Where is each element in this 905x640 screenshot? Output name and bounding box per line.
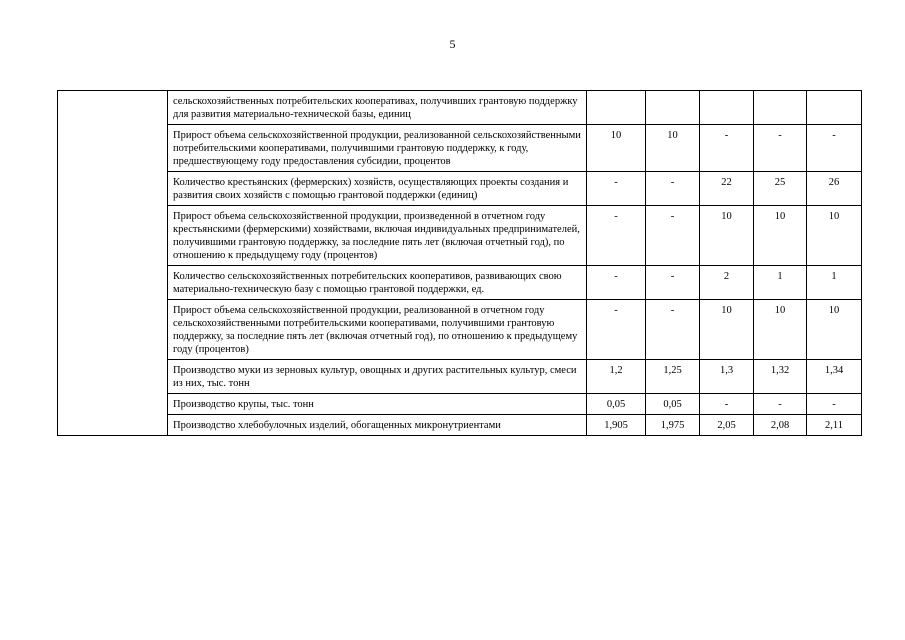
indicator-value: - bbox=[700, 125, 754, 172]
indicator-value: 26 bbox=[807, 172, 862, 206]
indicator-value: 25 bbox=[754, 172, 807, 206]
section-cell bbox=[58, 91, 168, 436]
indicator-value: 1 bbox=[807, 266, 862, 300]
indicator-value: - bbox=[700, 394, 754, 415]
indicator-value: 1,905 bbox=[587, 415, 646, 436]
indicator-description: сельскохозяйственных потребительских кооперативах, получивших грантовую поддержку для развития материально-технической базы, единиц bbox=[168, 91, 587, 125]
indicator-value: 1,32 bbox=[754, 360, 807, 394]
indicator-value: 10 bbox=[754, 300, 807, 360]
indicator-value: - bbox=[587, 172, 646, 206]
indicator-value bbox=[754, 91, 807, 125]
indicator-value: 1,975 bbox=[646, 415, 700, 436]
table-row bbox=[58, 206, 862, 266]
indicator-value: 22 bbox=[700, 172, 754, 206]
indicator-description: Количество сельскохозяйственных потребительских кооперативов, развивающих свою материально-техническую базу с помощью грантовой поддержки, ед. bbox=[168, 266, 587, 300]
indicator-value: 1,3 bbox=[700, 360, 754, 394]
table-row bbox=[58, 415, 862, 436]
indicator-value: 10 bbox=[646, 125, 700, 172]
indicator-value: 2,08 bbox=[754, 415, 807, 436]
indicator-value: - bbox=[646, 206, 700, 266]
table-row bbox=[58, 172, 862, 206]
indicator-value: - bbox=[807, 394, 862, 415]
table-row bbox=[58, 300, 862, 360]
indicator-value: 10 bbox=[587, 125, 646, 172]
indicator-description: Прирост объема сельскохозяйственной продукции, реализованной сельскохозяйственными потребительскими кооперативами, получившими грантовую поддержку, к году, предшествующему году предоставления субсидии, процентов bbox=[168, 125, 587, 172]
indicator-value: 2 bbox=[700, 266, 754, 300]
indicator-value: 10 bbox=[754, 206, 807, 266]
indicator-value bbox=[646, 91, 700, 125]
indicator-value: - bbox=[646, 266, 700, 300]
indicator-value: 10 bbox=[700, 300, 754, 360]
indicator-value: 1 bbox=[754, 266, 807, 300]
table-row bbox=[58, 91, 862, 125]
indicator-value bbox=[807, 91, 862, 125]
indicator-value: 10 bbox=[807, 300, 862, 360]
indicators-table bbox=[57, 90, 862, 436]
indicator-value: 10 bbox=[807, 206, 862, 266]
indicator-value: 2,11 bbox=[807, 415, 862, 436]
indicator-value bbox=[587, 91, 646, 125]
indicator-value: - bbox=[754, 125, 807, 172]
indicator-value: 1,2 bbox=[587, 360, 646, 394]
indicator-description: Производство крупы, тыс. тонн bbox=[168, 394, 587, 415]
indicator-value: - bbox=[587, 266, 646, 300]
indicator-value: 2,05 bbox=[700, 415, 754, 436]
indicator-value: 1,25 bbox=[646, 360, 700, 394]
indicator-value: - bbox=[807, 125, 862, 172]
indicator-description: Прирост объема сельскохозяйственной продукции, реализованной в отчетном году сельскохозяйственными потребительскими кооперативами, получившими грантовую поддержку, за последние пять лет (включая отчетный год), по отношению к предыдущему году (процентов) bbox=[168, 300, 587, 360]
table-body bbox=[58, 91, 862, 436]
table-row bbox=[58, 125, 862, 172]
indicator-description: Производство хлебобулочных изделий, обогащенных микронутриентами bbox=[168, 415, 587, 436]
indicator-value: - bbox=[587, 206, 646, 266]
table-row bbox=[58, 394, 862, 415]
table-row bbox=[58, 266, 862, 300]
indicator-value bbox=[700, 91, 754, 125]
indicator-value: 1,34 bbox=[807, 360, 862, 394]
indicator-description: Количество крестьянских (фермерских) хозяйств, осуществляющих проекты создания и развития своих хозяйств с помощью грантовой поддержки (единиц) bbox=[168, 172, 587, 206]
indicator-value: - bbox=[754, 394, 807, 415]
indicator-value: - bbox=[646, 300, 700, 360]
indicator-value: 10 bbox=[700, 206, 754, 266]
indicator-value: - bbox=[587, 300, 646, 360]
indicator-value: 0,05 bbox=[646, 394, 700, 415]
indicator-description: Производство муки из зерновых культур, овощных и других растительных культур, смеси из них, тыс. тонн bbox=[168, 360, 587, 394]
indicator-value: - bbox=[646, 172, 700, 206]
indicator-value: 0,05 bbox=[587, 394, 646, 415]
page-number: 5 bbox=[449, 37, 456, 51]
table-row bbox=[58, 360, 862, 394]
indicator-description: Прирост объема сельскохозяйственной продукции, произведенной в отчетном году крестьянскими (фермерскими) хозяйствами, включая индивидуальных предпринимателей, получившими грантовую поддержку, за последние пять лет (включая отчетный год), по отношению к предыдущему году (процентов) bbox=[168, 206, 587, 266]
